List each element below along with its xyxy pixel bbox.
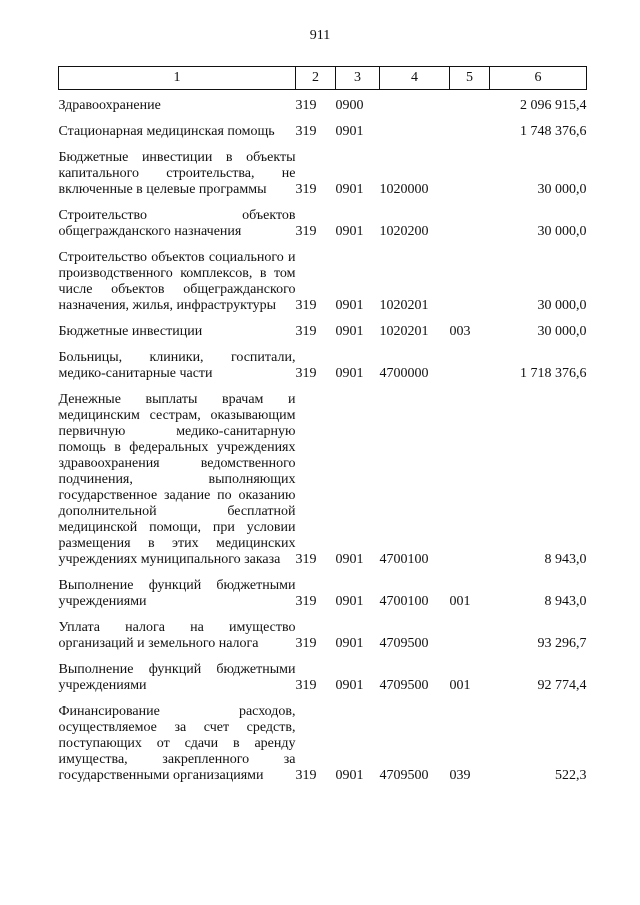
row-target-code: 4709500 — [379, 768, 429, 783]
row-name: Строительство объектов социального и производственного комплексов, в том числе объектов общегражданского назначения, жилья, инфраструктуры — [58, 250, 296, 313]
table-row — [59, 324, 587, 350]
row-target-code — [380, 90, 450, 125]
row-expense-type-code: 039 — [449, 768, 471, 783]
row-target-code: 4709500 — [379, 636, 429, 651]
row-expense-type-code: 003 — [449, 324, 471, 339]
header-col-1: 1 — [59, 67, 296, 90]
table-body — [59, 90, 587, 795]
header-col-6: 6 — [490, 67, 587, 90]
row-amount: 30 000,0 — [537, 324, 587, 339]
row-ved-code: 319 — [295, 366, 317, 381]
row-amount: 92 774,4 — [537, 678, 587, 693]
row-expense-type-code — [450, 150, 490, 208]
row-amount: 1 718 376,6 — [520, 366, 587, 381]
row-expense-type-code — [450, 620, 490, 662]
header-col-3: 3 — [336, 67, 380, 90]
row-amount: 8 943,0 — [544, 552, 587, 567]
row-section-code: 0901 — [335, 324, 364, 339]
row-name: Денежные выплаты врачам и медицинским сестрам, оказывающим первичную медико-санитарную помощь в федеральных учреждениях здравоохранения ведомственного подчинения, выполняющих государственное задание по оказанию дополнительной бесплатной медицинской помощи, при условии размещения в этих медицинских учреждениях муниципального заказа — [58, 392, 296, 567]
row-target-code: 4700100 — [379, 552, 429, 567]
table-row — [59, 208, 587, 250]
row-expense-type-code — [450, 208, 490, 250]
budget-table — [58, 66, 587, 794]
page-number: 911 — [309, 28, 331, 43]
row-ved-code: 319 — [295, 98, 317, 113]
row-name: Больницы, клиники, госпитали, медико-санитарные части — [58, 350, 296, 381]
table-row — [59, 578, 587, 620]
row-target-code: 4700100 — [379, 594, 429, 609]
row-section-code: 0900 — [335, 98, 364, 113]
row-ved-code: 319 — [295, 594, 317, 609]
row-section-code: 0901 — [335, 366, 364, 381]
table-row — [59, 350, 587, 392]
row-target-code: 1020200 — [379, 224, 429, 239]
row-expense-type-code — [450, 250, 490, 324]
row-section-code: 0901 — [335, 678, 364, 693]
row-target-code: 4700000 — [379, 366, 429, 381]
row-name: Выполнение функций бюджетными учреждениями — [58, 662, 296, 693]
row-expense-type-code — [450, 124, 490, 150]
table-row — [59, 90, 587, 125]
row-section-code: 0901 — [335, 298, 364, 313]
row-amount: 93 296,7 — [537, 636, 587, 651]
row-ved-code: 319 — [295, 768, 317, 783]
table-header-row — [59, 67, 587, 90]
row-ved-code: 319 — [295, 224, 317, 239]
row-ved-code: 319 — [295, 124, 317, 139]
row-section-code: 0901 — [335, 224, 364, 239]
row-ved-code: 319 — [295, 298, 317, 313]
row-amount: 8 943,0 — [544, 594, 587, 609]
row-expense-type-code — [450, 392, 490, 578]
row-expense-type-code — [450, 350, 490, 392]
table-row — [59, 704, 587, 794]
row-target-code: 1020201 — [379, 298, 429, 313]
row-expense-type-code: 001 — [449, 678, 471, 693]
row-target-code: 4709500 — [379, 678, 429, 693]
row-amount: 522,3 — [555, 768, 587, 783]
row-section-code: 0901 — [335, 636, 364, 651]
table-row — [59, 150, 587, 208]
header-col-4: 4 — [380, 67, 450, 90]
row-amount: 30 000,0 — [537, 182, 587, 197]
row-target-code: 1020000 — [379, 182, 429, 197]
row-ved-code: 319 — [295, 552, 317, 567]
row-target-code: 1020201 — [379, 324, 429, 339]
row-name: Бюджетные инвестиции — [58, 324, 203, 339]
row-name: Финансирование расходов, осуществляемое за счет средств, поступающих от сдачи в аренду имущества, закрепленного за государственными организациями — [58, 704, 296, 783]
row-ved-code: 319 — [295, 324, 317, 339]
row-amount: 30 000,0 — [537, 298, 587, 313]
row-ved-code: 319 — [295, 678, 317, 693]
row-section-code: 0901 — [335, 768, 364, 783]
table-row — [59, 124, 587, 150]
row-name: Уплата налога на имущество организаций и земельного налога — [58, 620, 296, 651]
table-row — [59, 392, 587, 578]
row-section-code: 0901 — [335, 182, 364, 197]
row-amount: 1 748 376,6 — [520, 124, 587, 139]
row-name: Стационарная медицинская помощь — [58, 124, 275, 139]
header-col-5: 5 — [450, 67, 490, 90]
row-expense-type-code — [450, 90, 490, 125]
row-target-code — [380, 124, 450, 150]
row-amount: 2 096 915,4 — [520, 98, 587, 113]
row-section-code: 0901 — [335, 124, 364, 139]
row-ved-code: 319 — [295, 636, 317, 651]
table-row — [59, 620, 587, 662]
table-row — [59, 662, 587, 704]
row-name: Выполнение функций бюджетными учреждениями — [58, 578, 296, 609]
row-section-code: 0901 — [335, 594, 364, 609]
row-section-code: 0901 — [335, 552, 364, 567]
row-name: Бюджетные инвестиции в объекты капитального строительства, не включенные в целевые программы — [58, 150, 296, 197]
row-amount: 30 000,0 — [537, 224, 587, 239]
row-name: Строительство объектов общегражданского назначения — [58, 208, 296, 239]
row-expense-type-code: 001 — [449, 594, 471, 609]
row-ved-code: 319 — [295, 182, 317, 197]
table-row — [59, 250, 587, 324]
row-name: Здравоохранение — [58, 98, 161, 113]
header-col-2: 2 — [296, 67, 336, 90]
